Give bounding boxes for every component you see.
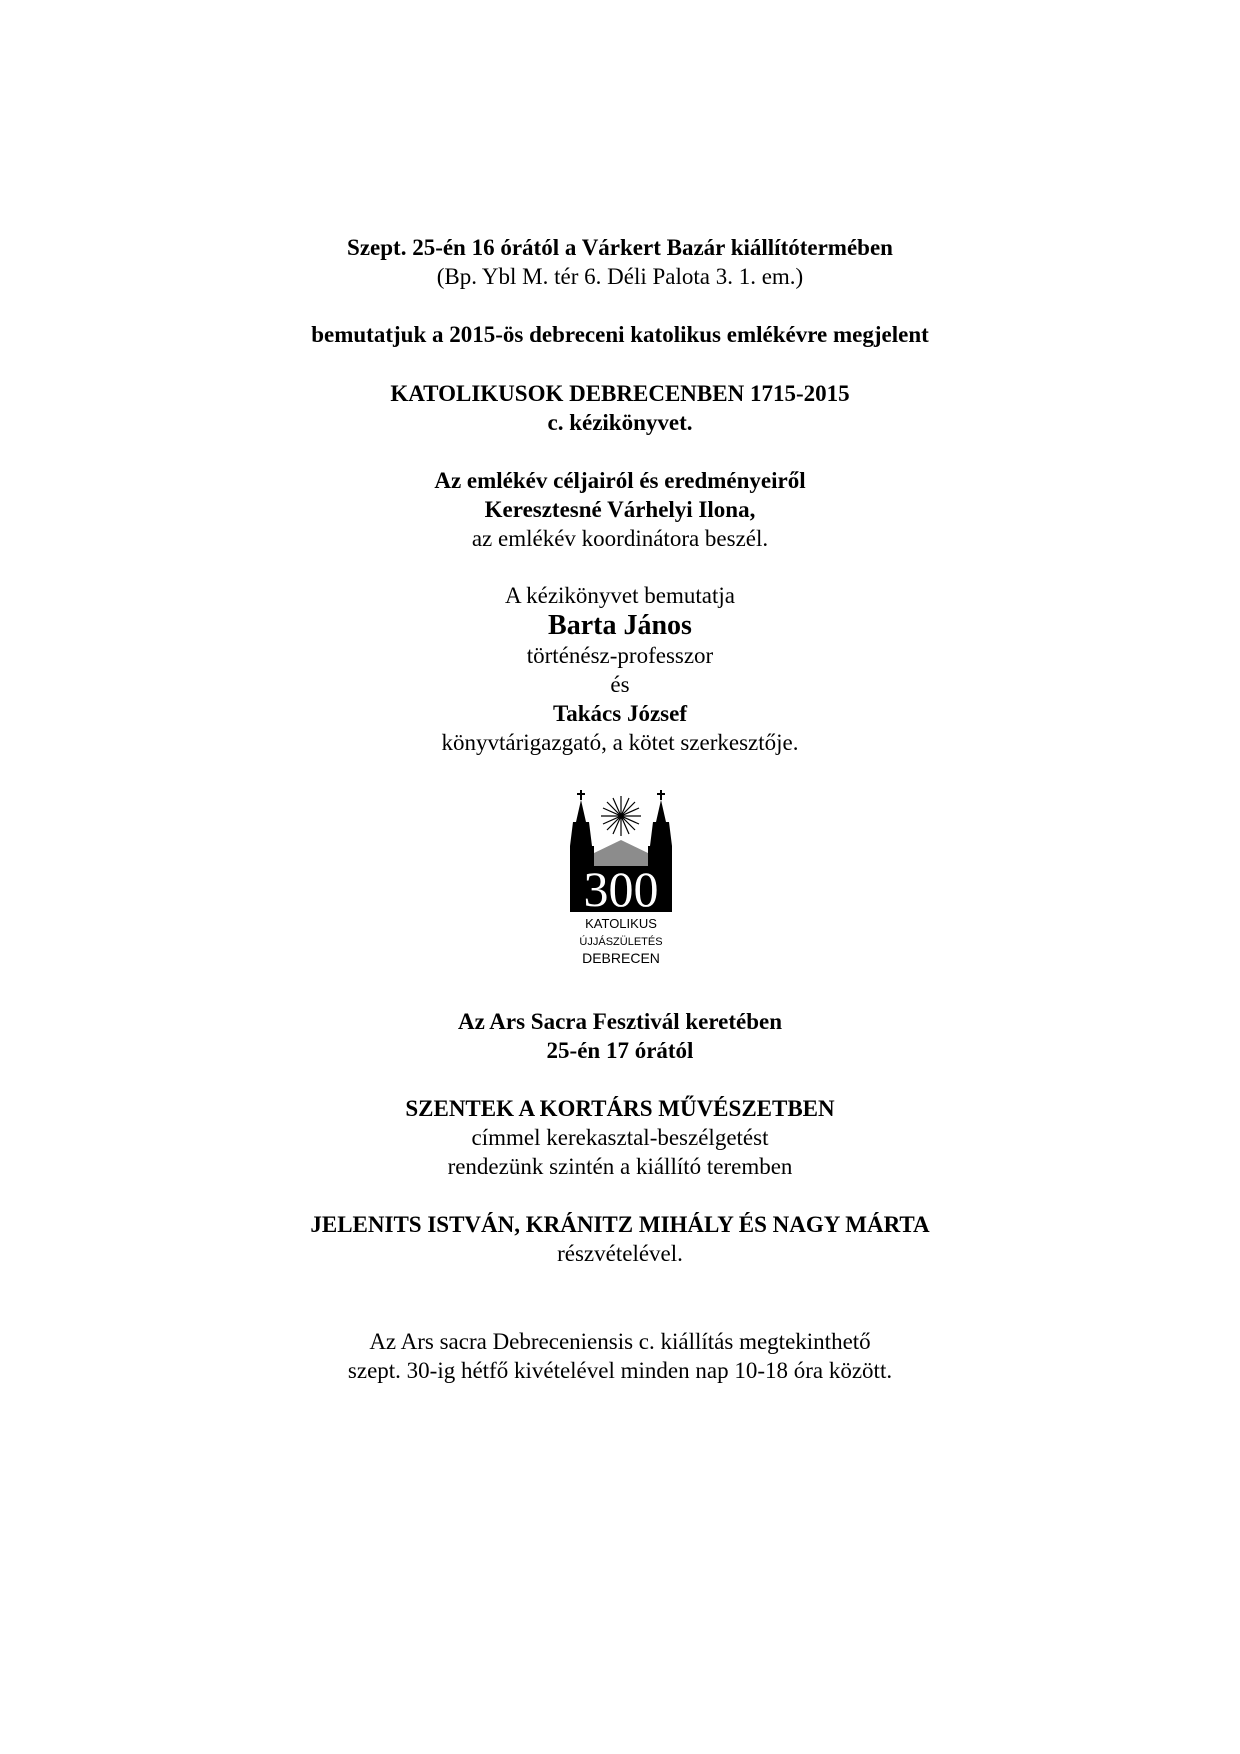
festival-title: SZENTEK A KORTÁRS MŰVÉSZETBEN [405,1096,835,1121]
presenter-intro: A kézikönyvet bemutatja [505,583,735,608]
logo-line2: ÚJJÁSZÜLETÉS [579,936,663,948]
presenting-intro: bemutatjuk a 2015-ös debreceni katolikus emlékévre megjelent [311,322,929,347]
festival-desc1: címmel kerekasztal-beszélgetést [471,1125,769,1150]
festival-time: 25-én 17 órától [546,1038,694,1063]
coordinator-role: az emlékév koordinátora beszél. [471,526,769,551]
logo-number: 300 [583,861,659,917]
festival-desc2: rendezünk szintén a kiállító teremben [447,1154,793,1179]
book-suffix: c. kézikönyvet. [547,410,693,435]
festival-participants-suffix: részvételével. [557,1241,683,1266]
star-icon [601,796,641,836]
logo-line3: DEBRECEN [582,950,660,966]
festival-participants: JELENITS ISTVÁN, KRÁNITZ MIHÁLY ÉS NAGY MÁRTA [310,1212,930,1237]
logo-line1: KATOLIKUS [585,916,657,931]
exhibition-line1: Az Ars sacra Debreceniensis c. kiállítás megtekinthető [369,1329,871,1354]
coordinator-name: Keresztesné Várhelyi Ilona, [484,497,756,522]
festival-intro: Az Ars Sacra Fesztivál keretében [457,1009,783,1034]
exhibition-line2: szept. 30-ig hétfő kivételével minden nap 10-18 óra között. [347,1358,893,1383]
presenter2-role: könyvtárigazgató, a kötet szerkesztője. [441,730,799,755]
event-line: Szept. 25-én 16 órától a Várkert Bazár kiállítótermében [347,235,893,260]
presenter1-name: Barta János [548,610,692,641]
conjunction: és [610,672,630,697]
book-title: KATOLIKUSOK DEBRECENBEN 1715-2015 [390,381,850,406]
event-address: (Bp. Ybl M. tér 6. Déli Palota 3. 1. em.) [436,264,804,289]
presenter2-name: Takács József [553,701,687,726]
presenter1-role: történész-professzor [526,643,714,668]
church-logo-icon [566,790,676,970]
goals-intro: Az emlékév céljairól és eredményeiről [434,468,806,493]
